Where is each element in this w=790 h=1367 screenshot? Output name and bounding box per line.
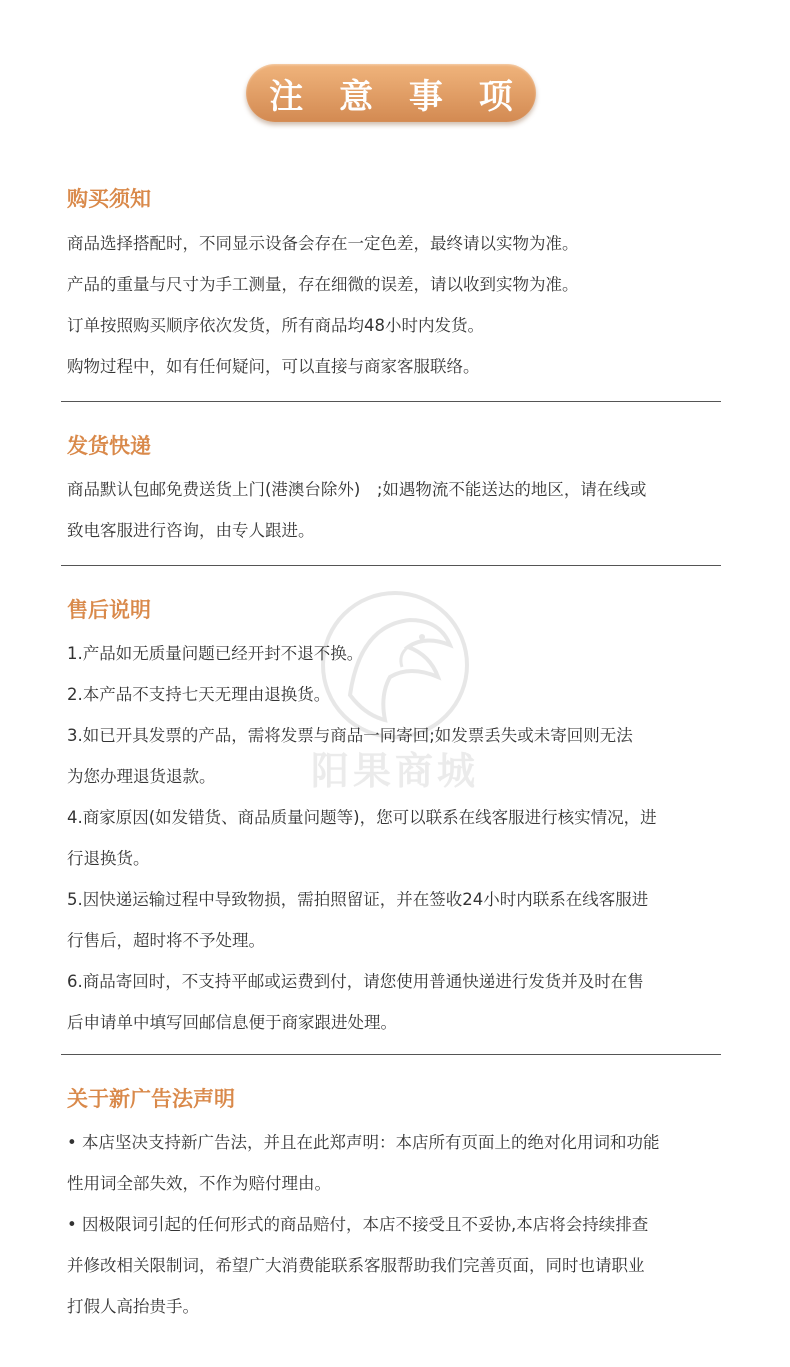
shipping-line: 商品默认包邮免费送货上门(港澳台除外) ;如遇物流不能送达的地区，请在线或 [67, 480, 647, 499]
title-banner [246, 64, 536, 122]
ad-law-line: 性用词全部失效，不作为赔付理由。 [67, 1174, 331, 1193]
after-sales-line: 1.产品如无质量问题已经开封不退不换。 [67, 644, 364, 663]
after-sales-line: 3.如已开具发票的产品，需将发票与商品一同寄回;如发票丢失或未寄回则无法 [67, 726, 633, 745]
after-sales-line: 5.因快递运输过程中导致物损，需拍照留证，并在签收24小时内联系在线客服进 [67, 890, 649, 909]
purchase-line: 订单按照购买顺序依次发货，所有商品均48小时内发货。 [67, 316, 484, 335]
ad-law-line: • 本店坚决支持新广告法，并且在此郑声明：本店所有页面上的绝对化用词和功能 [67, 1133, 660, 1152]
section-heading-shipping: 发货快递 [67, 434, 151, 458]
purchase-line: 产品的重量与尺寸为手工测量，存在细微的误差，请以收到实物为准。 [67, 275, 579, 294]
page-title: 注 意 事 项 [269, 76, 525, 117]
divider [61, 1054, 721, 1055]
after-sales-line: 6.商品寄回时，不支持平邮或运费到付，请您使用普通快递进行发货并及时在售 [67, 972, 644, 991]
ad-law-line: • 因极限词引起的任何形式的商品赔付，本店不接受且不妥协,本店将会持续排查 [67, 1215, 649, 1234]
divider [61, 565, 721, 566]
watermark-text: 阳果商城 [310, 749, 479, 793]
purchase-line: 商品选择搭配时，不同显示设备会存在一定色差，最终请以实物为准。 [67, 234, 579, 253]
divider [61, 401, 721, 402]
after-sales-line: 4.商家原因(如发错货、商品质量问题等)，您可以联系在线客服进行核实情况，进 [67, 808, 657, 827]
ad-law-line: 并修改相关限制词，希望广大消费能联系客服帮助我们完善页面，同时也请职业 [67, 1256, 645, 1275]
section-heading-purchase: 购买须知 [67, 187, 151, 211]
section-heading-ad-law: 关于新广告法声明 [67, 1087, 235, 1111]
after-sales-line: 为您办理退货退款。 [67, 767, 216, 786]
shipping-line: 致电客服进行咨询，由专人跟进。 [67, 521, 315, 540]
after-sales-line: 2.本产品不支持七天无理由退换货。 [67, 685, 331, 704]
after-sales-line: 行退换货。 [67, 849, 150, 868]
section-heading-after-sales: 售后说明 [67, 598, 151, 622]
purchase-line: 购物过程中，如有任何疑问，可以直接与商家客服联络。 [67, 357, 480, 376]
ad-law-line: 打假人高抬贵手。 [67, 1297, 199, 1316]
after-sales-line: 行售后，超时将不予处理。 [67, 931, 265, 950]
after-sales-line: 后申请单中填写回邮信息便于商家跟进处理。 [67, 1013, 397, 1032]
